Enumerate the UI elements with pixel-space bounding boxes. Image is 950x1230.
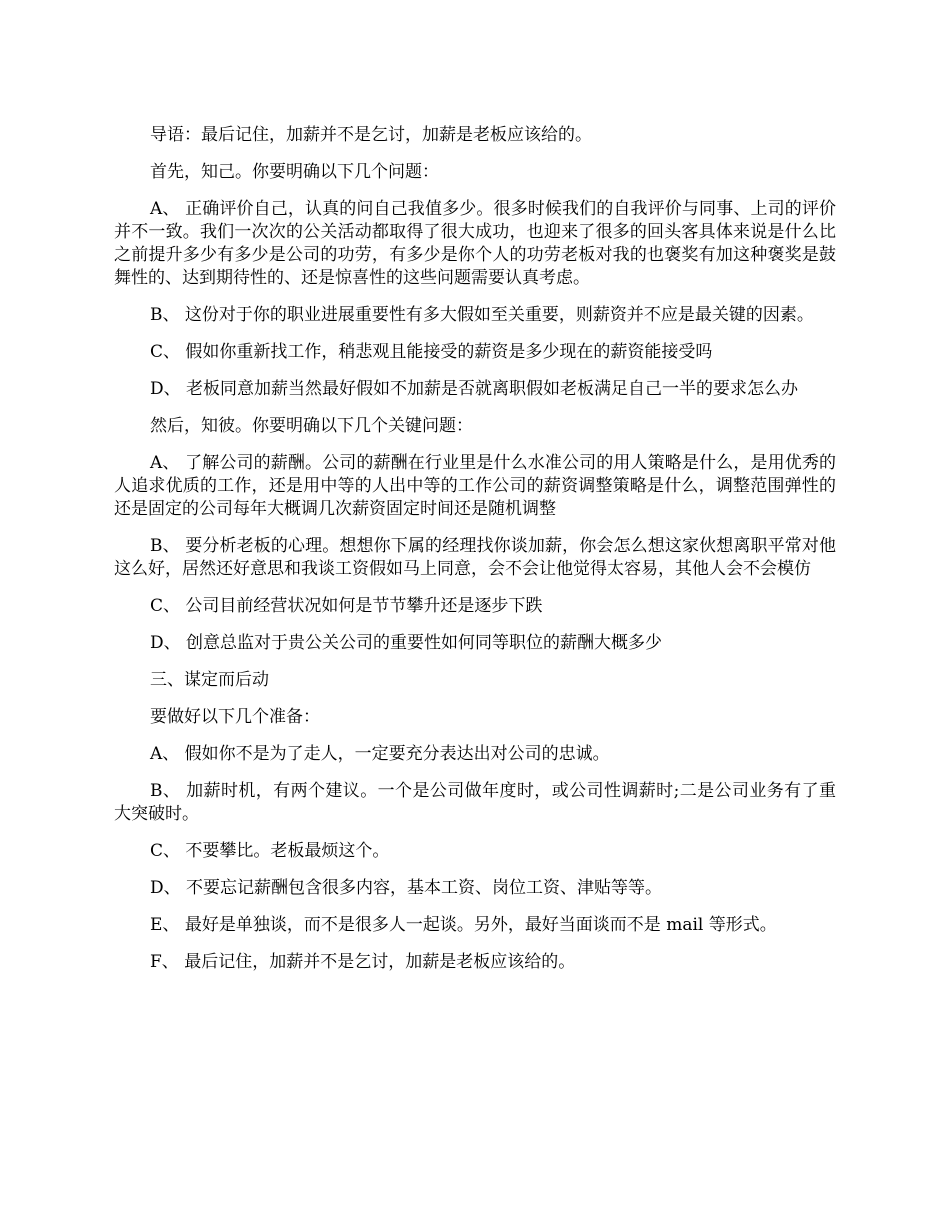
list-item-self-c: C、 假如你重新找工作，稍悲观且能接受的薪资是多少现在的薪资能接受吗 bbox=[150, 342, 713, 362]
list-item-prep-d: D、 不要忘记薪酬包含很多内容，基本工资、岗位工资、津贴等等。 bbox=[150, 878, 663, 898]
list-item-self-d: D、 老板同意加薪当然最好假如不加薪是否就离职假如老板满足自己一半的要求怎么办 bbox=[150, 379, 799, 399]
list-item-prep-c: C、 不要攀比。老板最烦这个。 bbox=[150, 841, 390, 861]
document-body bbox=[114, 124, 836, 988]
list-item-them-a: A、 了解公司的薪酬。公司的薪酬在行业里是什么水准公司的用人策略是什么，是用优秀的人追求优质的工作，还是用中等的人出中等的工作公司的薪资调整策略是什么，调整范围弹性的还是固定的公司每年大概调几次薪资固定时间还是随机调整 bbox=[114, 453, 836, 519]
list-item-them-c: C、 公司目前经营状况如何是节节攀升还是逐步下跌 bbox=[150, 596, 543, 616]
section-heading-know-yourself: 首先，知己。你要明确以下几个问题： bbox=[150, 162, 439, 182]
list-item-prep-e: E、 最好是单独谈，而不是很多人一起谈。另外，最好当面谈而不是 mail 等形式。 bbox=[150, 915, 777, 935]
list-item-them-b: B、 要分析老板的心理。想想你下属的经理找你谈加薪，你会怎么想这家伙想离职平常对他这么好，居然还好意思和我谈工资假如马上同意，会不会让他觉得太容易，其他人会不会模仿 bbox=[114, 536, 836, 579]
section-heading-plan: 三、谋定而后动 bbox=[150, 670, 269, 690]
list-item-prep-f: F、 最后记住，加薪并不是乞讨，加薪是老板应该给的。 bbox=[150, 952, 576, 972]
list-item-them-d: D、 创意总监对于贵公关公司的重要性如何同等职位的薪酬大概多少 bbox=[150, 633, 663, 653]
list-item-self-a: A、 正确评价自己，认真的问自己我值多少。很多时候我们的自我评价与同事、上司的评价并不一致。我们一次次的公关活动都取得了很大成功，也迎来了很多的回头客具体来说是什么比之前提升多少有多少是公司的功劳，有多少是你个人的功劳老板对我的也褒奖有加这种褒奖是鼓舞性的、达到期待性的、还是惊喜性的这些问题需要认真考虑。 bbox=[114, 199, 836, 288]
section-subheading-prepare: 要做好以下几个准备： bbox=[150, 707, 320, 727]
list-item-self-b: B、 这份对于你的职业进展重要性有多大假如至关重要，则薪资并不应是最关键的因素。 bbox=[150, 305, 814, 325]
section-heading-know-them: 然后，知彼。你要明确以下几个关键问题： bbox=[150, 416, 473, 436]
list-item-prep-a: A、 假如你不是为了走人，一定要充分表达出对公司的忠诚。 bbox=[150, 744, 610, 764]
intro-paragraph: 导语：最后记住，加薪并不是乞讨，加薪是老板应该给的。 bbox=[150, 125, 592, 145]
list-item-prep-b: B、 加薪时机，有两个建议。一个是公司做年度时，或公司性调薪时;二是公司业务有了重大突破时。 bbox=[114, 781, 836, 824]
